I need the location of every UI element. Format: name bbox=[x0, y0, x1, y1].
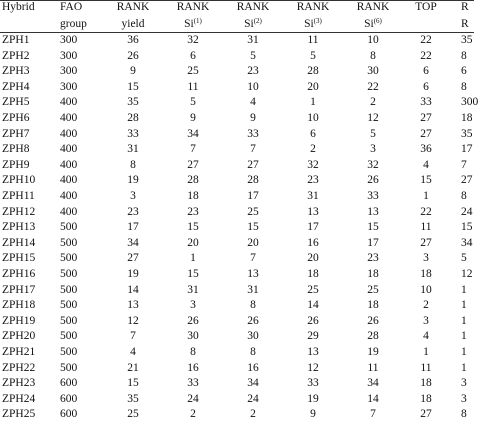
table-row bbox=[0, 236, 474, 252]
subheader-superscript: (3) bbox=[313, 16, 322, 25]
table-row bbox=[0, 361, 474, 377]
cell-rank-si2: 31 bbox=[247, 283, 259, 296]
cell-rank-si6: 26 bbox=[367, 314, 379, 327]
cell-rank-yield: 35 bbox=[127, 392, 139, 405]
cell-rank-si1: 28 bbox=[187, 174, 199, 187]
cell-rank-si3: 23 bbox=[307, 174, 319, 187]
header-rank-si3: RANK bbox=[296, 1, 330, 13]
cell-rank-yield: 3 bbox=[130, 190, 136, 202]
table-row bbox=[0, 392, 474, 408]
cell-rank-si3: 28 bbox=[307, 65, 319, 78]
cell-rank-si2: 34 bbox=[247, 377, 259, 390]
cell-rank-si6: 26 bbox=[367, 174, 379, 187]
cell-rank-si3: 10 bbox=[307, 112, 319, 124]
cell-rank-si6: 17 bbox=[367, 236, 379, 249]
cell-rank-si1: 15 bbox=[187, 268, 199, 280]
cell-top: 15 bbox=[420, 174, 432, 187]
cell-hybrid: ZPH12 bbox=[2, 205, 36, 218]
cell-fao: 500 bbox=[60, 299, 78, 312]
cell-fao: 500 bbox=[60, 361, 78, 374]
table-row bbox=[0, 298, 474, 314]
cell-hybrid: ZPH8 bbox=[2, 143, 30, 156]
cell-rank-yield: 15 bbox=[127, 80, 139, 93]
table-row bbox=[0, 189, 474, 205]
cell-rank-si3: 29 bbox=[307, 330, 319, 343]
cell-r: 300 bbox=[461, 96, 478, 109]
cell-rank-si3: 20 bbox=[307, 80, 319, 93]
cell-rank-si2: 33 bbox=[247, 127, 259, 140]
cell-rank-si1: 11 bbox=[187, 80, 199, 93]
cell-rank-si2: 10 bbox=[247, 80, 259, 93]
cell-rank-yield: 28 bbox=[127, 112, 139, 124]
cell-rank-si2: 28 bbox=[247, 174, 259, 187]
table-row bbox=[0, 329, 474, 345]
cell-rank-si2: 23 bbox=[247, 65, 259, 78]
cell-rank-yield: 23 bbox=[127, 205, 139, 218]
cell-r: 8 bbox=[461, 49, 467, 62]
cell-rank-yield: 27 bbox=[127, 252, 139, 265]
cell-rank-si1: 32 bbox=[187, 34, 199, 46]
cell-rank-si2: 8 bbox=[250, 299, 256, 312]
cell-rank-si6: 34 bbox=[367, 377, 379, 390]
table-row bbox=[0, 95, 478, 111]
header-fao: FAO bbox=[60, 1, 83, 13]
cell-hybrid: ZPH6 bbox=[2, 112, 30, 124]
subheader-fao bbox=[60, 17, 87, 33]
cell-rank-yield: 21 bbox=[127, 361, 139, 374]
cell-top: 4 bbox=[423, 158, 429, 171]
cell-fao: 400 bbox=[60, 205, 78, 218]
cell-hybrid: ZPH16 bbox=[2, 268, 36, 280]
cell-hybrid: ZPH17 bbox=[2, 283, 36, 296]
table-row bbox=[0, 251, 474, 267]
cell-rank-si2: 31 bbox=[247, 34, 259, 46]
cell-rank-si3: 18 bbox=[307, 268, 319, 280]
cell-rank-yield: 34 bbox=[127, 236, 139, 249]
cell-rank-yield: 15 bbox=[127, 377, 139, 390]
cell-rank-si6: 32 bbox=[367, 158, 379, 171]
cell-rank-si1: 1 bbox=[190, 252, 196, 265]
cell-r: 17 bbox=[461, 143, 473, 156]
cell-rank-si2: 9 bbox=[250, 112, 256, 124]
cell-fao: 500 bbox=[60, 268, 78, 280]
cell-rank-si2: 2 bbox=[250, 408, 256, 421]
cell-top: 22 bbox=[420, 49, 432, 62]
cell-r: 1 bbox=[461, 283, 467, 296]
header-top: TOP bbox=[415, 1, 437, 13]
cell-rank-si2: 26 bbox=[247, 314, 259, 327]
table-row bbox=[0, 158, 474, 174]
cell-rank-si6: 23 bbox=[367, 252, 379, 265]
cell-r: 12 bbox=[461, 268, 473, 280]
cell-rank-si6: 7 bbox=[370, 408, 376, 421]
cell-rank-yield: 17 bbox=[127, 221, 139, 234]
table-row bbox=[0, 205, 474, 221]
cell-rank-si1: 31 bbox=[187, 283, 199, 296]
cell-r: 27 bbox=[461, 174, 473, 187]
cell-fao: 500 bbox=[60, 346, 78, 358]
cell-top: 11 bbox=[420, 361, 432, 374]
cell-rank-si1: 18 bbox=[187, 190, 199, 202]
cell-r: 15 bbox=[461, 221, 473, 234]
subheader-text: group bbox=[60, 17, 87, 30]
cell-rank-si3: 16 bbox=[307, 236, 319, 249]
cell-rank-yield: 36 bbox=[127, 34, 139, 46]
cell-rank-yield: 13 bbox=[127, 299, 139, 312]
subheader-superscript: (1) bbox=[193, 16, 202, 25]
cell-top: 27 bbox=[420, 236, 432, 249]
cell-hybrid: ZPH25 bbox=[2, 408, 36, 421]
cell-rank-si6: 3 bbox=[370, 143, 376, 156]
cell-rank-si3: 11 bbox=[307, 34, 319, 46]
cell-rank-yield: 14 bbox=[127, 283, 139, 296]
table-row bbox=[0, 283, 474, 299]
cell-fao: 400 bbox=[60, 127, 78, 140]
cell-rank-si1: 25 bbox=[187, 65, 199, 78]
cell-r: 6 bbox=[461, 65, 467, 78]
cell-rank-si3: 1 bbox=[310, 96, 316, 109]
cell-r: 1 bbox=[461, 361, 467, 374]
cell-fao: 500 bbox=[60, 283, 78, 296]
cell-rank-si6: 12 bbox=[367, 112, 379, 124]
cell-rank-si1: 7 bbox=[190, 143, 196, 156]
cell-r: 8 bbox=[461, 80, 467, 93]
subheader-top bbox=[396, 17, 456, 33]
cell-rank-si6: 11 bbox=[367, 361, 379, 374]
cell-fao: 600 bbox=[60, 377, 78, 390]
cell-hybrid: ZPH13 bbox=[2, 221, 36, 234]
cell-hybrid: ZPH4 bbox=[2, 80, 30, 93]
subheader-text: yield bbox=[121, 17, 145, 30]
table-row bbox=[0, 127, 474, 143]
cell-top: 27 bbox=[420, 127, 432, 140]
cell-hybrid: ZPH9 bbox=[2, 158, 30, 171]
cell-rank-si2: 30 bbox=[247, 330, 259, 343]
cell-r: 34 bbox=[461, 236, 473, 249]
cell-fao: 300 bbox=[60, 80, 78, 93]
cell-rank-si6: 18 bbox=[367, 268, 379, 280]
header-rank-si1: RANK bbox=[176, 1, 210, 13]
cell-r: 1 bbox=[461, 330, 467, 343]
cell-rank-si3: 32 bbox=[307, 158, 319, 171]
cell-rank-yield: 19 bbox=[127, 268, 139, 280]
cell-hybrid: ZPH22 bbox=[2, 361, 36, 374]
cell-top: 18 bbox=[420, 377, 432, 390]
subheader-text: Si bbox=[244, 17, 254, 30]
cell-fao: 400 bbox=[60, 112, 78, 124]
cell-top: 11 bbox=[420, 221, 432, 234]
cell-rank-yield: 26 bbox=[127, 49, 139, 62]
cell-rank-si3: 6 bbox=[310, 127, 316, 140]
cell-rank-si2: 4 bbox=[250, 96, 256, 109]
cell-rank-si6: 22 bbox=[367, 80, 379, 93]
cell-rank-si3: 2 bbox=[310, 143, 316, 156]
cell-rank-si2: 24 bbox=[247, 392, 259, 405]
cell-rank-si3: 17 bbox=[307, 221, 319, 234]
cell-rank-si3: 13 bbox=[307, 346, 319, 358]
cell-rank-yield: 19 bbox=[127, 174, 139, 187]
table-row bbox=[0, 407, 474, 423]
cell-r: 8 bbox=[461, 408, 467, 421]
cell-top: 22 bbox=[420, 34, 432, 46]
cell-fao: 300 bbox=[60, 34, 78, 46]
table-row bbox=[0, 345, 474, 361]
table-row bbox=[0, 80, 474, 96]
cell-r: 1 bbox=[461, 299, 467, 312]
cell-top: 36 bbox=[420, 143, 432, 156]
header-r: R bbox=[461, 1, 469, 13]
cell-rank-si3: 14 bbox=[307, 299, 319, 312]
cell-hybrid: ZPH1 bbox=[2, 34, 30, 46]
cell-rank-si6: 13 bbox=[367, 205, 379, 218]
cell-r: 35 bbox=[461, 127, 473, 140]
cell-fao: 400 bbox=[60, 190, 78, 202]
cell-rank-si2: 15 bbox=[247, 221, 259, 234]
cell-rank-yield: 12 bbox=[127, 314, 139, 327]
cell-fao: 400 bbox=[60, 96, 78, 109]
cell-fao: 400 bbox=[60, 143, 78, 156]
subheader-text: R bbox=[461, 17, 469, 30]
cell-hybrid: ZPH5 bbox=[2, 96, 30, 109]
cell-rank-si1: 15 bbox=[187, 221, 199, 234]
cell-rank-yield: 25 bbox=[127, 408, 139, 421]
cell-hybrid: ZPH18 bbox=[2, 299, 36, 312]
cell-hybrid: ZPH24 bbox=[2, 392, 36, 405]
cell-rank-si3: 20 bbox=[307, 252, 319, 265]
cell-rank-si1: 24 bbox=[187, 392, 199, 405]
cell-fao: 300 bbox=[60, 65, 78, 78]
cell-rank-si6: 30 bbox=[367, 65, 379, 78]
cell-r: 1 bbox=[461, 346, 467, 358]
cell-fao: 300 bbox=[60, 49, 78, 62]
cell-rank-si3: 33 bbox=[307, 377, 319, 390]
table-row bbox=[0, 49, 474, 65]
header-hybrid: Hybrid bbox=[2, 1, 35, 13]
cell-rank-si1: 20 bbox=[187, 236, 199, 249]
cell-rank-si1: 2 bbox=[190, 408, 196, 421]
cell-r: 35 bbox=[461, 34, 473, 46]
cell-r: 3 bbox=[461, 377, 467, 390]
cell-top: 2 bbox=[423, 299, 429, 312]
cell-hybrid: ZPH3 bbox=[2, 65, 30, 78]
cell-hybrid: ZPH19 bbox=[2, 314, 36, 327]
cell-fao: 400 bbox=[60, 158, 78, 171]
table-row bbox=[0, 64, 474, 80]
table-row bbox=[0, 267, 474, 283]
cell-top: 27 bbox=[420, 112, 432, 124]
cell-top: 6 bbox=[423, 80, 429, 93]
cell-fao: 500 bbox=[60, 314, 78, 327]
cell-top: 1 bbox=[423, 346, 429, 358]
subheader-text: Si bbox=[364, 17, 374, 30]
cell-hybrid: ZPH7 bbox=[2, 127, 30, 140]
cell-rank-si2: 7 bbox=[250, 252, 256, 265]
cell-rank-si6: 25 bbox=[367, 283, 379, 296]
subheader-text: Si bbox=[184, 17, 194, 30]
cell-rank-si6: 28 bbox=[367, 330, 379, 343]
cell-top: 3 bbox=[423, 314, 429, 327]
table-row bbox=[0, 314, 474, 330]
table-row bbox=[0, 33, 474, 49]
cell-rank-si2: 8 bbox=[250, 346, 256, 358]
cell-r: 8 bbox=[461, 190, 467, 202]
cell-rank-si1: 3 bbox=[190, 299, 196, 312]
cell-r: 1 bbox=[461, 314, 467, 327]
cell-top: 6 bbox=[423, 65, 429, 78]
cell-top: 1 bbox=[423, 190, 429, 202]
cell-rank-yield: 4 bbox=[130, 346, 136, 358]
cell-rank-si6: 33 bbox=[367, 190, 379, 202]
cell-rank-si1: 5 bbox=[190, 96, 196, 109]
cell-hybrid: ZPH21 bbox=[2, 346, 36, 358]
cell-fao: 500 bbox=[60, 221, 78, 234]
subheader-superscript: (6) bbox=[373, 16, 382, 25]
table-row bbox=[0, 142, 474, 158]
cell-r: 24 bbox=[461, 205, 473, 218]
cell-fao: 600 bbox=[60, 408, 78, 421]
cell-rank-si6: 18 bbox=[367, 299, 379, 312]
cell-rank-si1: 27 bbox=[187, 158, 199, 171]
cell-top: 3 bbox=[423, 252, 429, 265]
header-rank-si2: RANK bbox=[236, 1, 270, 13]
subheader-superscript: (2) bbox=[253, 16, 262, 25]
cell-rank-si2: 16 bbox=[247, 361, 259, 374]
cell-fao: 500 bbox=[60, 236, 78, 249]
subheader-r bbox=[461, 17, 469, 33]
subheader-text: Si bbox=[304, 17, 314, 30]
cell-rank-si2: 25 bbox=[247, 205, 259, 218]
cell-rank-si6: 19 bbox=[367, 346, 379, 358]
cell-rank-si1: 16 bbox=[187, 361, 199, 374]
cell-rank-si1: 9 bbox=[190, 112, 196, 124]
cell-hybrid: ZPH10 bbox=[2, 174, 36, 187]
cell-rank-si1: 6 bbox=[190, 49, 196, 62]
cell-top: 33 bbox=[420, 96, 432, 109]
header-rank-si6: RANK bbox=[356, 1, 390, 13]
cell-fao: 400 bbox=[60, 174, 78, 187]
cell-rank-si6: 5 bbox=[370, 127, 376, 140]
table-row bbox=[0, 220, 474, 236]
cell-hybrid: ZPH11 bbox=[2, 190, 35, 202]
table-row bbox=[0, 173, 474, 189]
cell-rank-si1: 33 bbox=[187, 377, 199, 390]
header-row-1 bbox=[0, 0, 474, 16]
cell-rank-si1: 23 bbox=[187, 205, 199, 218]
cell-rank-si6: 8 bbox=[370, 49, 376, 62]
header-rank-yield: RANK bbox=[116, 1, 150, 13]
cell-hybrid: ZPH23 bbox=[2, 377, 36, 390]
cell-hybrid: ZPH14 bbox=[2, 236, 36, 249]
cell-rank-si3: 12 bbox=[307, 361, 319, 374]
cell-rank-si2: 17 bbox=[247, 190, 259, 202]
cell-rank-si3: 25 bbox=[307, 283, 319, 296]
cell-rank-yield: 31 bbox=[127, 143, 139, 156]
cell-rank-si2: 13 bbox=[247, 268, 259, 280]
cell-r: 18 bbox=[461, 112, 473, 124]
cell-r: 5 bbox=[461, 252, 467, 265]
cell-rank-yield: 33 bbox=[127, 127, 139, 140]
cell-rank-si6: 2 bbox=[370, 96, 376, 109]
cell-top: 18 bbox=[420, 392, 432, 405]
cell-rank-si2: 27 bbox=[247, 158, 259, 171]
cell-fao: 500 bbox=[60, 252, 78, 265]
cell-top: 22 bbox=[420, 205, 432, 218]
cell-top: 10 bbox=[420, 283, 432, 296]
cell-rank-si3: 26 bbox=[307, 314, 319, 327]
cell-hybrid: ZPH2 bbox=[2, 49, 30, 62]
cell-rank-si3: 13 bbox=[307, 205, 319, 218]
cell-rank-si6: 10 bbox=[367, 34, 379, 46]
header-row-2 bbox=[0, 17, 474, 33]
table-row bbox=[0, 376, 474, 392]
cell-rank-si3: 5 bbox=[310, 49, 316, 62]
cell-rank-si1: 34 bbox=[187, 127, 199, 140]
cell-hybrid: ZPH15 bbox=[2, 252, 36, 265]
cell-r: 7 bbox=[461, 158, 467, 171]
cell-top: 4 bbox=[423, 330, 429, 343]
cell-rank-si1: 26 bbox=[187, 314, 199, 327]
cell-rank-si6: 14 bbox=[367, 392, 379, 405]
cell-rank-si2: 20 bbox=[247, 236, 259, 249]
cell-rank-si6: 15 bbox=[367, 221, 379, 234]
cell-rank-si2: 5 bbox=[250, 49, 256, 62]
cell-rank-si3: 31 bbox=[307, 190, 319, 202]
cell-fao: 600 bbox=[60, 392, 78, 405]
cell-rank-si1: 30 bbox=[187, 330, 199, 343]
cell-rank-yield: 35 bbox=[127, 96, 139, 109]
cell-rank-yield: 9 bbox=[130, 65, 136, 78]
cell-fao: 500 bbox=[60, 330, 78, 343]
cell-r: 3 bbox=[461, 392, 467, 405]
cell-rank-yield: 8 bbox=[130, 158, 136, 171]
cell-rank-si2: 7 bbox=[250, 143, 256, 156]
cell-rank-si3: 19 bbox=[307, 392, 319, 405]
table-row bbox=[0, 111, 474, 127]
cell-top: 18 bbox=[420, 268, 432, 280]
cell-top: 27 bbox=[420, 408, 432, 421]
cell-rank-si3: 9 bbox=[310, 408, 316, 421]
cell-rank-si1: 8 bbox=[190, 346, 196, 358]
cell-hybrid: ZPH20 bbox=[2, 330, 36, 343]
cell-rank-yield: 7 bbox=[130, 330, 136, 343]
